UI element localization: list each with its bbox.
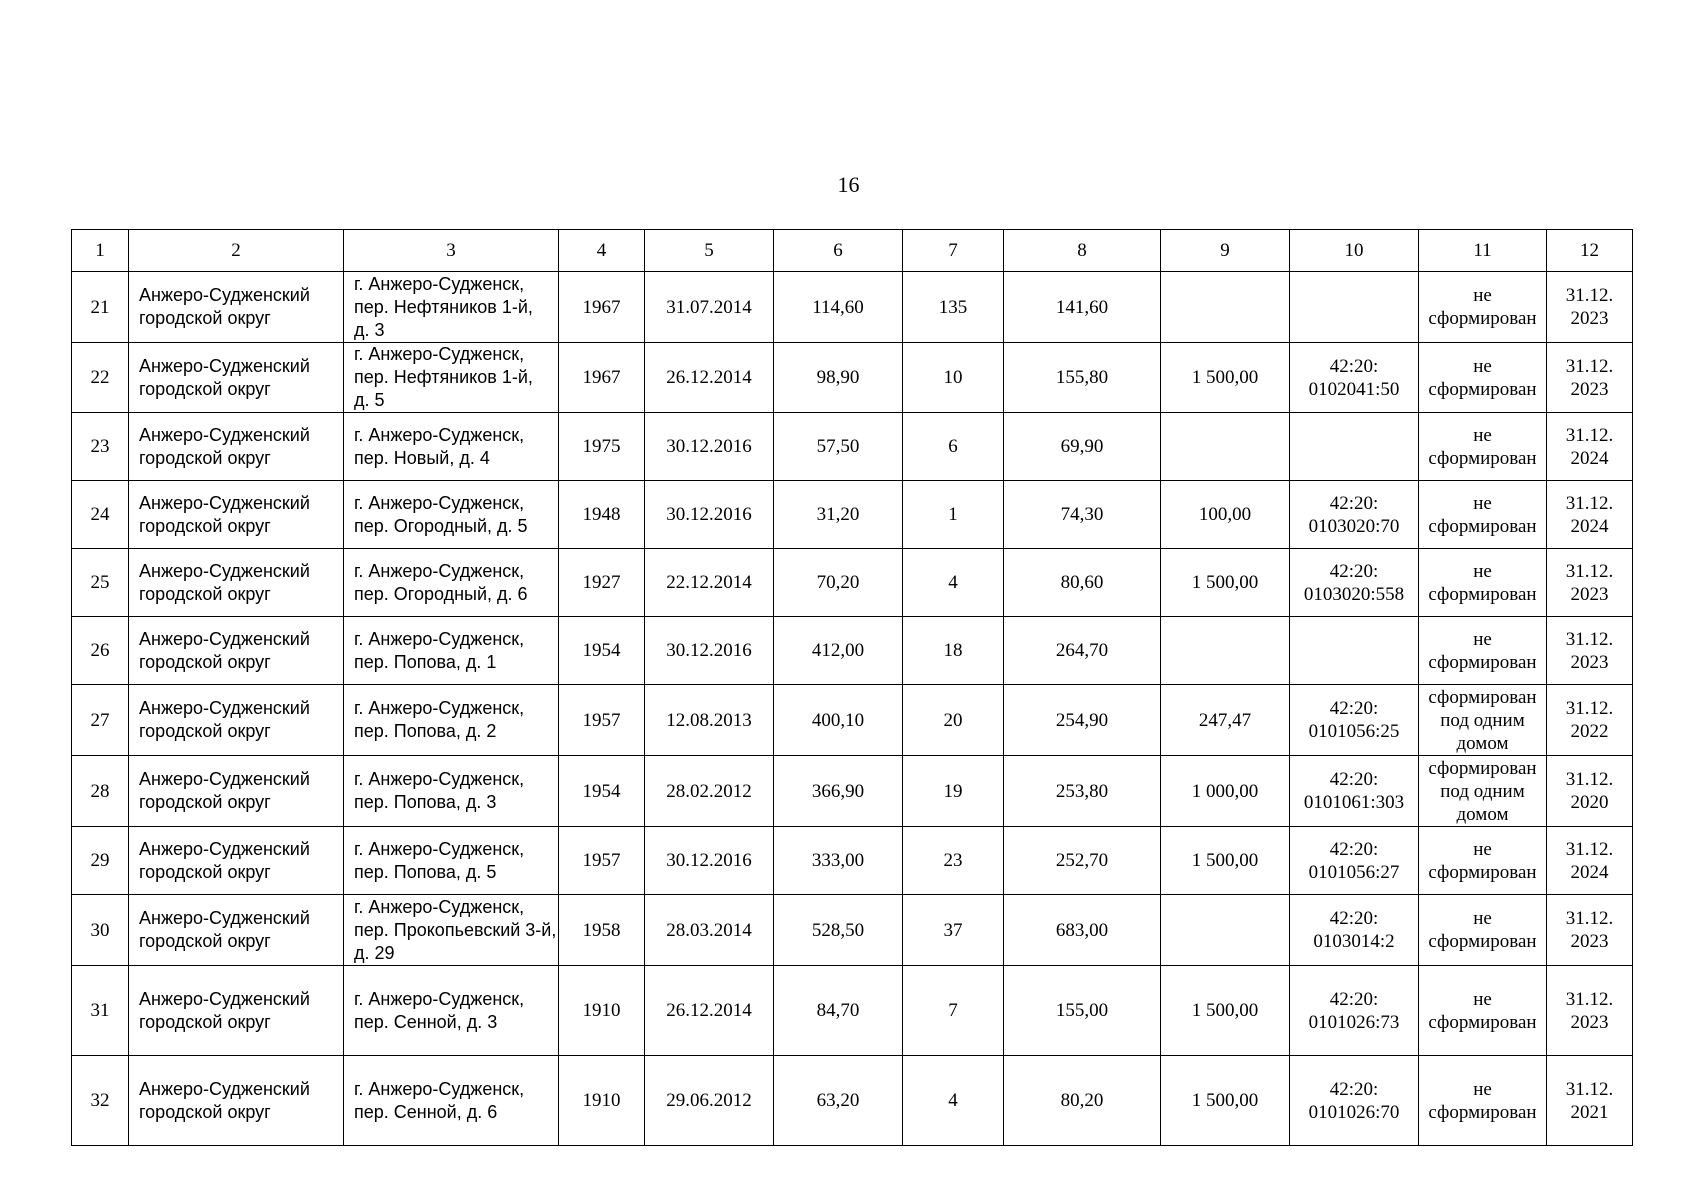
land-plot-status-cell: не сформирован	[1419, 617, 1547, 685]
area-total-cell: 155,80	[1004, 343, 1161, 413]
land-plot-status-cell: не сформирован	[1419, 895, 1547, 966]
address-cell: г. Анжеро-Судженск, пер. Огородный, д. 6	[344, 549, 559, 617]
column-number: 6	[774, 230, 903, 272]
area-total-cell: 683,00	[1004, 895, 1161, 966]
land-plot-status-cell: не сформирован	[1419, 481, 1547, 549]
table-row	[72, 272, 1633, 343]
cadastral-number-cell: 42:20: 0101061:303	[1290, 756, 1419, 827]
residents-count-cell: 10	[903, 343, 1004, 413]
column-number: 1	[72, 230, 129, 272]
column-number: 10	[1290, 230, 1419, 272]
area-total-cell: 252,70	[1004, 827, 1161, 895]
area-total-cell: 69,90	[1004, 413, 1161, 481]
area-total-cell: 74,30	[1004, 481, 1161, 549]
deadline-date-cell: 31.12. 2023	[1547, 272, 1633, 343]
cadastral-number-cell: 42:20: 0103020:558	[1290, 549, 1419, 617]
area-total-cell: 155,00	[1004, 966, 1161, 1056]
cadastral-number-cell: 42:20: 0103014:2	[1290, 895, 1419, 966]
deadline-date-cell: 31.12. 2023	[1547, 895, 1633, 966]
table-row	[72, 481, 1633, 549]
date-cell: 30.12.2016	[645, 481, 774, 549]
table-row	[72, 617, 1633, 685]
date-cell: 30.12.2016	[645, 413, 774, 481]
residents-count-cell: 4	[903, 549, 1004, 617]
column-number: 3	[344, 230, 559, 272]
year-built-cell: 1954	[559, 617, 645, 685]
column-number: 12	[1547, 230, 1633, 272]
table-row	[72, 343, 1633, 413]
land-area-cell	[1161, 617, 1290, 685]
row-number-cell: 23	[72, 413, 129, 481]
area-cell: 528,50	[774, 895, 903, 966]
area-cell: 400,10	[774, 685, 903, 756]
year-built-cell: 1910	[559, 966, 645, 1056]
year-built-cell: 1967	[559, 343, 645, 413]
row-number-cell: 24	[72, 481, 129, 549]
column-number: 4	[559, 230, 645, 272]
deadline-date-cell: 31.12. 2024	[1547, 481, 1633, 549]
row-number-cell: 32	[72, 1056, 129, 1146]
row-number-cell: 26	[72, 617, 129, 685]
address-cell: г. Анжеро-Судженск, пер. Нефтяников 1-й, д. 5	[344, 343, 559, 413]
address-cell: г. Анжеро-Судженск, пер. Сенной, д. 6	[344, 1056, 559, 1146]
land-area-cell: 100,00	[1161, 481, 1290, 549]
residents-count-cell: 1	[903, 481, 1004, 549]
column-number: 9	[1161, 230, 1290, 272]
municipality-cell: Анжеро-Судженский городской округ	[129, 756, 344, 827]
column-number: 5	[645, 230, 774, 272]
column-number: 7	[903, 230, 1004, 272]
land-area-cell	[1161, 272, 1290, 343]
area-cell: 366,90	[774, 756, 903, 827]
address-cell: г. Анжеро-Судженск, пер. Попова, д. 3	[344, 756, 559, 827]
land-plot-status-cell: сформирован под одним домом	[1419, 685, 1547, 756]
deadline-date-cell: 31.12. 2023	[1547, 617, 1633, 685]
land-area-cell: 1 000,00	[1161, 756, 1290, 827]
land-area-cell	[1161, 895, 1290, 966]
deadline-date-cell: 31.12. 2024	[1547, 413, 1633, 481]
land-plot-status-cell: не сформирован	[1419, 272, 1547, 343]
residents-count-cell: 18	[903, 617, 1004, 685]
deadline-date-cell: 31.12. 2023	[1547, 549, 1633, 617]
land-area-cell: 1 500,00	[1161, 343, 1290, 413]
table-row	[72, 413, 1633, 481]
area-total-cell: 80,20	[1004, 1056, 1161, 1146]
area-cell: 84,70	[774, 966, 903, 1056]
residents-count-cell: 19	[903, 756, 1004, 827]
date-cell: 30.12.2016	[645, 827, 774, 895]
cadastral-number-cell	[1290, 617, 1419, 685]
row-number-cell: 31	[72, 966, 129, 1056]
area-cell: 98,90	[774, 343, 903, 413]
land-plot-status-cell: не сформирован	[1419, 966, 1547, 1056]
date-cell: 12.08.2013	[645, 685, 774, 756]
area-cell: 70,20	[774, 549, 903, 617]
year-built-cell: 1957	[559, 827, 645, 895]
residents-count-cell: 7	[903, 966, 1004, 1056]
cadastral-number-cell: 42:20: 0101026:73	[1290, 966, 1419, 1056]
residents-count-cell: 4	[903, 1056, 1004, 1146]
cadastral-number-cell: 42:20: 0101056:25	[1290, 685, 1419, 756]
date-cell: 22.12.2014	[645, 549, 774, 617]
row-number-cell: 29	[72, 827, 129, 895]
land-plot-status-cell: не сформирован	[1419, 413, 1547, 481]
deadline-date-cell: 31.12. 2023	[1547, 966, 1633, 1056]
year-built-cell: 1954	[559, 756, 645, 827]
area-total-cell: 80,60	[1004, 549, 1161, 617]
address-cell: г. Анжеро-Судженск, пер. Сенной, д. 3	[344, 966, 559, 1056]
address-cell: г. Анжеро-Судженск, пер. Попова, д. 1	[344, 617, 559, 685]
table-row	[72, 685, 1633, 756]
cadastral-number-cell	[1290, 413, 1419, 481]
address-cell: г. Анжеро-Судженск, пер. Нефтяников 1-й, д. 3	[344, 272, 559, 343]
land-plot-status-cell: не сформирован	[1419, 549, 1547, 617]
land-plot-status-cell: не сформирован	[1419, 343, 1547, 413]
address-cell: г. Анжеро-Судженск, пер. Огородный, д. 5	[344, 481, 559, 549]
land-area-cell: 1 500,00	[1161, 549, 1290, 617]
land-plot-status-cell: сформирован под одним домом	[1419, 756, 1547, 827]
land-area-cell: 1 500,00	[1161, 966, 1290, 1056]
area-total-cell: 264,70	[1004, 617, 1161, 685]
municipality-cell: Анжеро-Судженский городской округ	[129, 413, 344, 481]
area-total-cell: 253,80	[1004, 756, 1161, 827]
row-number-cell: 27	[72, 685, 129, 756]
table-row	[72, 895, 1633, 966]
year-built-cell: 1948	[559, 481, 645, 549]
year-built-cell: 1927	[559, 549, 645, 617]
residents-count-cell: 20	[903, 685, 1004, 756]
deadline-date-cell: 31.12. 2021	[1547, 1056, 1633, 1146]
municipality-cell: Анжеро-Судженский городской округ	[129, 617, 344, 685]
cadastral-number-cell: 42:20: 0103020:70	[1290, 481, 1419, 549]
area-cell: 31,20	[774, 481, 903, 549]
year-built-cell: 1957	[559, 685, 645, 756]
year-built-cell: 1958	[559, 895, 645, 966]
land-area-cell: 247,47	[1161, 685, 1290, 756]
municipality-cell: Анжеро-Судженский городской округ	[129, 966, 344, 1056]
row-number-cell: 28	[72, 756, 129, 827]
address-cell: г. Анжеро-Судженск, пер. Новый, д. 4	[344, 413, 559, 481]
row-number-cell: 25	[72, 549, 129, 617]
cadastral-number-cell: 42:20: 0101056:27	[1290, 827, 1419, 895]
cadastral-number-cell: 42:20: 0101026:70	[1290, 1056, 1419, 1146]
date-cell: 26.12.2014	[645, 966, 774, 1056]
municipality-cell: Анжеро-Судженский городской округ	[129, 685, 344, 756]
table-row	[72, 1056, 1633, 1146]
date-cell: 26.12.2014	[645, 343, 774, 413]
column-number-row	[72, 230, 1633, 272]
housing-registry-table	[71, 229, 1633, 1146]
municipality-cell: Анжеро-Судженский городской округ	[129, 827, 344, 895]
date-cell: 31.07.2014	[645, 272, 774, 343]
area-cell: 333,00	[774, 827, 903, 895]
column-number: 2	[129, 230, 344, 272]
land-plot-status-cell: не сформирован	[1419, 1056, 1547, 1146]
year-built-cell: 1975	[559, 413, 645, 481]
municipality-cell: Анжеро-Судженский городской округ	[129, 343, 344, 413]
area-cell: 63,20	[774, 1056, 903, 1146]
residents-count-cell: 135	[903, 272, 1004, 343]
municipality-cell: Анжеро-Судженский городской округ	[129, 272, 344, 343]
cadastral-number-cell	[1290, 272, 1419, 343]
row-number-cell: 21	[72, 272, 129, 343]
area-total-cell: 141,60	[1004, 272, 1161, 343]
area-cell: 57,50	[774, 413, 903, 481]
land-area-cell	[1161, 413, 1290, 481]
area-cell: 114,60	[774, 272, 903, 343]
deadline-date-cell: 31.12. 2023	[1547, 343, 1633, 413]
address-cell: г. Анжеро-Судженск, пер. Прокопьевский 3-й, д. 29	[344, 895, 559, 966]
cadastral-number-cell: 42:20: 0102041:50	[1290, 343, 1419, 413]
residents-count-cell: 23	[903, 827, 1004, 895]
address-cell: г. Анжеро-Судженск, пер. Попова, д. 2	[344, 685, 559, 756]
area-total-cell: 254,90	[1004, 685, 1161, 756]
row-number-cell: 30	[72, 895, 129, 966]
row-number-cell: 22	[72, 343, 129, 413]
deadline-date-cell: 31.12. 2024	[1547, 827, 1633, 895]
municipality-cell: Анжеро-Судженский городской округ	[129, 895, 344, 966]
residents-count-cell: 37	[903, 895, 1004, 966]
table-row	[72, 756, 1633, 827]
year-built-cell: 1967	[559, 272, 645, 343]
year-built-cell: 1910	[559, 1056, 645, 1146]
land-area-cell: 1 500,00	[1161, 827, 1290, 895]
residents-count-cell: 6	[903, 413, 1004, 481]
land-area-cell: 1 500,00	[1161, 1056, 1290, 1146]
page-number: 16	[837, 172, 860, 197]
municipality-cell: Анжеро-Судженский городской округ	[129, 549, 344, 617]
municipality-cell: Анжеро-Судженский городской округ	[129, 1056, 344, 1146]
table-row	[72, 827, 1633, 895]
deadline-date-cell: 31.12. 2022	[1547, 685, 1633, 756]
date-cell: 30.12.2016	[645, 617, 774, 685]
date-cell: 28.03.2014	[645, 895, 774, 966]
address-cell: г. Анжеро-Судженск, пер. Попова, д. 5	[344, 827, 559, 895]
table-row	[72, 549, 1633, 617]
date-cell: 28.02.2012	[645, 756, 774, 827]
deadline-date-cell: 31.12. 2020	[1547, 756, 1633, 827]
date-cell: 29.06.2012	[645, 1056, 774, 1146]
municipality-cell: Анжеро-Судженский городской округ	[129, 481, 344, 549]
land-plot-status-cell: не сформирован	[1419, 827, 1547, 895]
area-cell: 412,00	[774, 617, 903, 685]
table-row	[72, 966, 1633, 1056]
column-number: 8	[1004, 230, 1161, 272]
column-number: 11	[1419, 230, 1547, 272]
